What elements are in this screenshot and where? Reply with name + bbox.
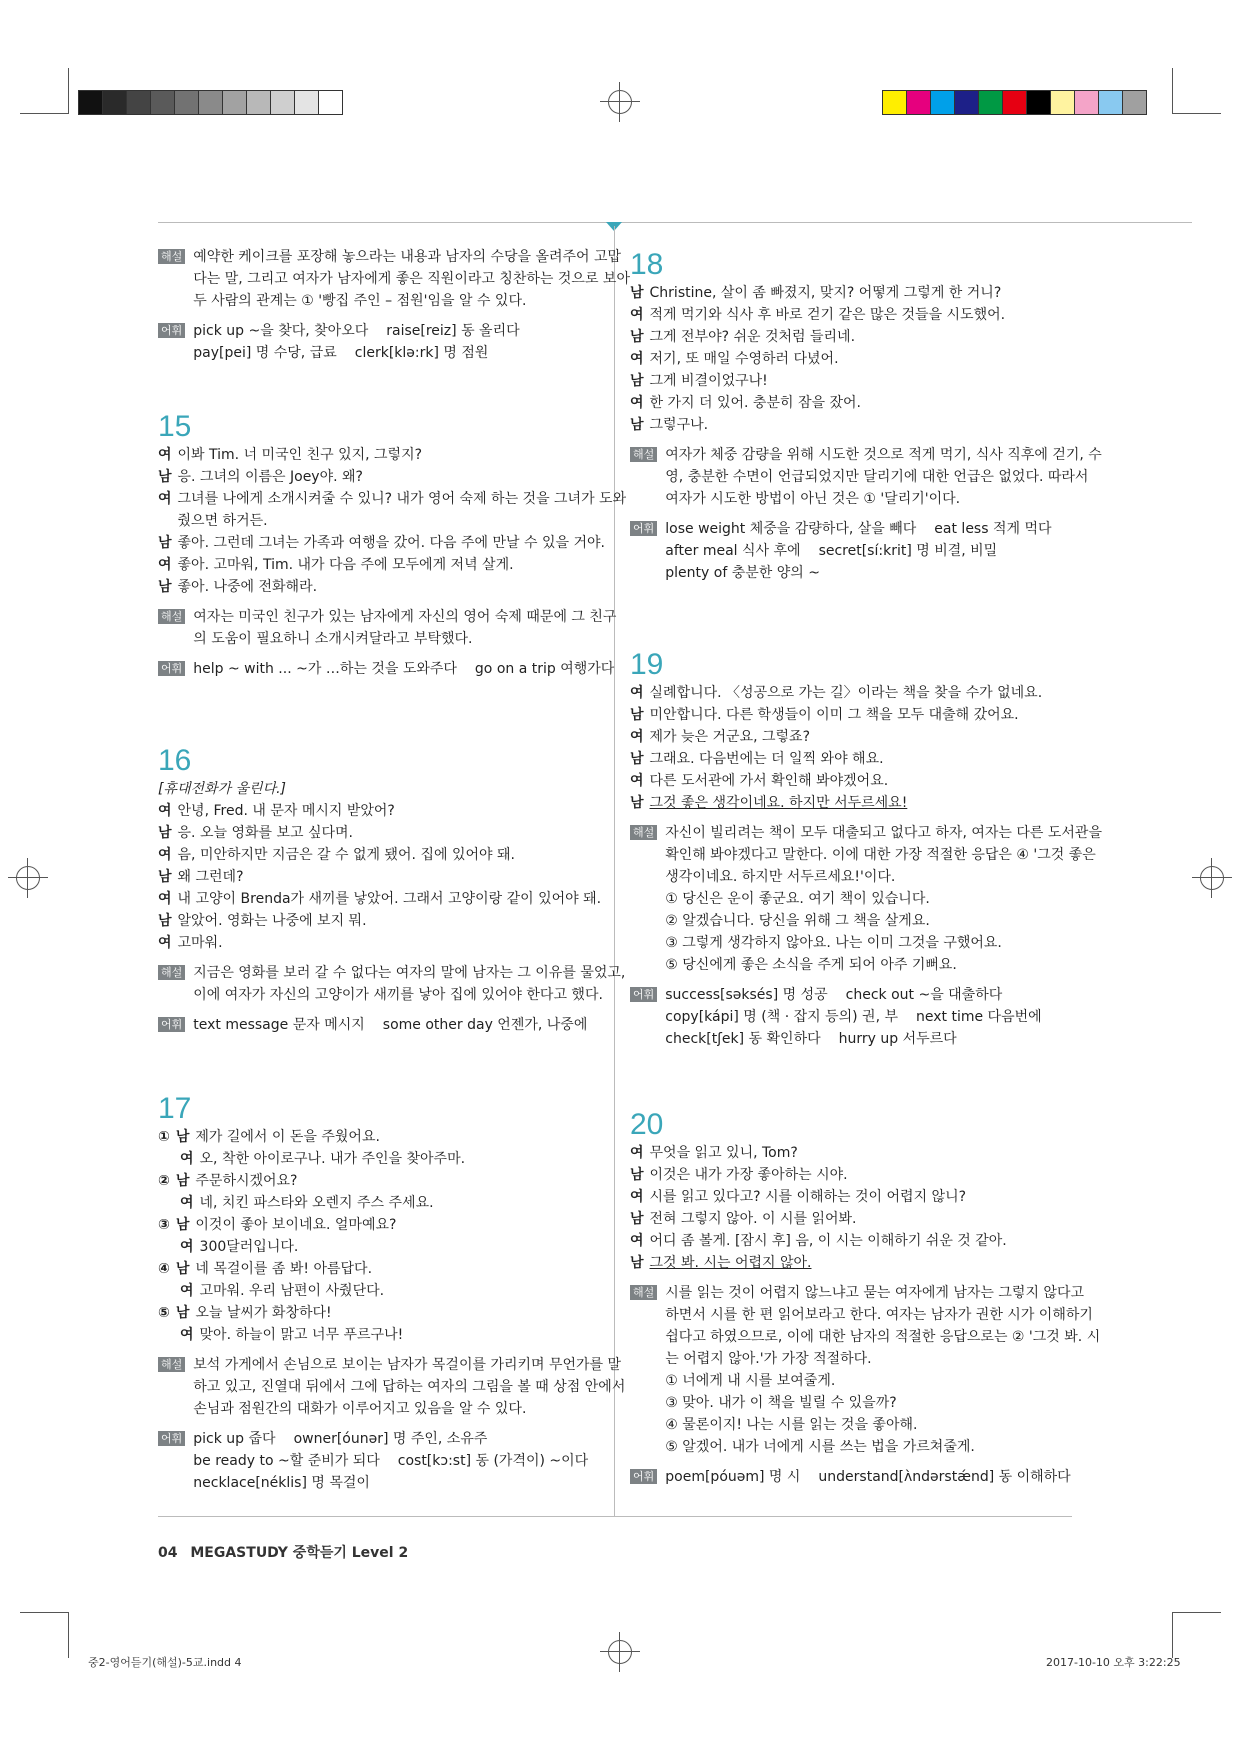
explanation-line: 지금은 영화를 보러 갈 수 없다는 여자의 말에 남자는 그 이유를 물었고, [193, 965, 626, 981]
vocabulary [158, 1014, 608, 1036]
dialogue-text: 고마워. 우리 남편이 사줬단다. [199, 1283, 385, 1299]
vocab-entry: check out ~을 대출하다 [845, 987, 1003, 1003]
color-swatch [223, 91, 247, 114]
explanation-line: 자신이 빌리려는 책이 모두 대출되고 없다고 하자, 여자는 다른 도서관을 [665, 825, 1102, 841]
speaker-label: 여 [158, 491, 172, 507]
color-swatch [1003, 91, 1027, 114]
speaker-label: 남 [158, 579, 172, 595]
vocab-row [193, 1428, 606, 1450]
dialogue-line [630, 1252, 1080, 1274]
option-number: ③ [158, 1217, 170, 1233]
dialogue-line [630, 282, 1080, 304]
dialogue-text: 오늘 날씨가 화창하다! [195, 1305, 332, 1321]
vocabulary [158, 320, 608, 364]
explanation-line: 쉽다고 하였으므로, 이에 대한 남자의 적절한 응답으로는 ② '그것 봐. 시 [665, 1329, 1101, 1345]
dialogue-line [158, 532, 608, 554]
option-translation: ④ 물론이지! 나는 시를 읽는 것을 좋아해. [665, 1417, 918, 1433]
prev-question-notes [158, 246, 630, 364]
dialogue-text: 응. 그녀의 이름은 Joey야. 왜? [177, 469, 363, 485]
explanation-line: 영, 충분한 수면이 언급되었지만 달리기에 대한 언급은 없었다. 따라서 [665, 469, 1089, 485]
speaker-label: 남 [175, 1217, 190, 1233]
option-line-woman [158, 1280, 608, 1302]
explanation-line: 예약한 케이크를 포장해 놓으라는 내용과 남자의 수당을 올려주어 고맙 [193, 249, 622, 265]
explanation-tag: 해설 [630, 825, 657, 840]
speaker-label: 여 [158, 847, 172, 863]
color-swatch [1123, 91, 1146, 114]
option-dialogues [158, 1126, 608, 1346]
dialogue-text: 음, 미안하지만 지금은 갈 수 없게 됐어. 집에 있어야 돼. [177, 847, 515, 863]
speaker-label: 남 [630, 373, 644, 389]
dialogue-text: 그래요. 다음번에는 더 일찍 와야 해요. [649, 751, 884, 767]
dialogue [630, 1142, 1080, 1274]
speaker-label: 여 [158, 935, 172, 951]
process-color-bar [882, 90, 1147, 115]
crop-mark [1173, 113, 1221, 114]
explanation-tag: 해설 [158, 249, 185, 264]
dialogue-text: 내 고양이 Brenda가 새끼를 낳았어. 그래서 고양이랑 같이 있어야 돼. [177, 891, 602, 907]
speaker-label: 남 [175, 1129, 190, 1145]
crop-mark [68, 1612, 69, 1658]
vocab-entry: hurry up 서두르다 [838, 1031, 957, 1047]
vocab-entry: poem[póuəm] 명 시 [665, 1469, 801, 1485]
explanation-line: 하면서 시를 한 편 읽어보라고 한다. 여자는 남자가 권한 시가 이해하기 [665, 1307, 1093, 1323]
dialogue [158, 444, 627, 598]
crop-mark [68, 68, 69, 114]
option-line-man [158, 1302, 608, 1324]
dialogue-text: 이것이 좋아 보이네요. 얼마예요? [195, 1217, 397, 1233]
speaker-label: 여 [630, 1145, 644, 1161]
speaker-label: 여 [630, 395, 644, 411]
dialogue-line [158, 510, 608, 532]
speaker-label: 남 [630, 417, 644, 433]
vocab-tag: 어휘 [158, 1017, 185, 1032]
vocab-entry: secret[sí:krit] 명 비결, 비밀 [818, 543, 998, 559]
vocab-entry: pick up ~을 찾다, 찾아오다 [193, 323, 369, 339]
option-number: ② [158, 1173, 170, 1189]
dialogue-line [158, 910, 608, 932]
question-19 [630, 648, 1102, 1050]
dialogue-line [630, 392, 1080, 414]
dialogue [630, 682, 1080, 814]
color-swatch [247, 91, 271, 114]
dialogue-line [158, 888, 608, 910]
vocab-row [665, 1466, 1088, 1488]
vocab-tag: 어휘 [158, 661, 185, 676]
speaker-label: 여 [630, 307, 644, 323]
dialogue [158, 800, 608, 954]
dialogue-line [158, 822, 608, 844]
option-line-man [158, 1258, 608, 1280]
vocab-entry: owner[óunər] 명 주인, 소유주 [293, 1431, 488, 1447]
speaker-label: 여 [158, 447, 172, 463]
dialogue-line [630, 1142, 1080, 1164]
dialogue-line [630, 414, 1080, 436]
dialogue-text: 그녀를 나에게 소개시켜줄 수 있니? 내가 영어 숙제 하는 것을 그녀가 도와 [177, 491, 627, 507]
question-17 [158, 1092, 626, 1494]
question-number: 17 [158, 1092, 192, 1125]
speaker-label: 남 [158, 913, 172, 929]
explanation-line: 여자는 미국인 친구가 있는 남자에게 자신의 영어 숙제 때문에 그 친구 [193, 609, 617, 625]
bottom-rule [158, 1516, 1072, 1517]
dialogue-line [630, 1230, 1080, 1252]
vocab-row [665, 540, 1069, 562]
option-translation: ① 너에게 내 시를 보여줄게. [665, 1373, 836, 1389]
color-swatch [319, 91, 342, 114]
vocab-row [193, 342, 537, 364]
vocabulary [158, 1428, 608, 1494]
speaker-label: 여 [630, 773, 644, 789]
option-translation: ① 당신은 운이 좋군요. 여기 책이 있습니다. [665, 891, 930, 907]
dialogue-text: 주문하시겠어요? [195, 1173, 298, 1189]
vocab-entry: pay[pei] 명 수당, 급료 [193, 345, 337, 361]
vocabulary [158, 658, 615, 680]
vocab-entry: lose weight 체중을 감량하다, 살을 빼다 [665, 521, 917, 537]
explanation [158, 962, 626, 1006]
dialogue-text: 한 가지 더 있어. 충분히 잠을 잤어. [649, 395, 861, 411]
wrong-options [665, 888, 1102, 976]
speaker-label: 여 [630, 351, 644, 367]
vocab-entry: be ready to ~할 준비가 되다 [193, 1453, 380, 1469]
color-swatch [295, 91, 319, 114]
crop-mark [20, 1612, 68, 1613]
dialogue-line [630, 792, 1080, 814]
explanation [630, 1282, 1101, 1458]
vocab-entry: understand[ʌ̀ndərstǽnd] 동 이해하다 [818, 1469, 1071, 1485]
dialogue-line [158, 932, 608, 954]
color-swatch [127, 91, 151, 114]
gray-color-bar [78, 90, 343, 115]
question-number: 19 [630, 648, 664, 681]
slug-filename: 중2-영어듣기(해설)-5교.indd 4 [88, 1656, 242, 1669]
dialogue-text: 이봐 Tim. 너 미국인 친구 있지, 그렇지? [177, 447, 423, 463]
speaker-label: 남 [630, 1211, 644, 1227]
slug-timestamp: 2017-10-10 오후 3:22:25 [1046, 1656, 1181, 1669]
dialogue-text: 적게 먹기와 식사 후 바로 걷기 같은 많은 것들을 시도했어. [649, 307, 1006, 323]
explanation-line: 손님과 점원간의 대화가 이루어지고 있음을 알 수 있다. [193, 1401, 527, 1417]
color-swatch [103, 91, 127, 114]
dialogue-text: 좋아. 나중에 전화해라. [177, 579, 318, 595]
dialogue-line [630, 1208, 1080, 1230]
vocab-entry: help ~ with ... ~가 …하는 것을 도와주다 [193, 661, 457, 677]
explanation [630, 822, 1102, 976]
dialogue-line [630, 1164, 1080, 1186]
dialogue-text: 네, 치킨 파스타와 오렌지 주스 주세요. [199, 1195, 434, 1211]
explanation [158, 246, 630, 312]
vocab-row [665, 518, 1069, 540]
vocabulary [630, 518, 1080, 584]
registration-mark [600, 1632, 640, 1672]
dialogue-text: Christine, 살이 좀 빠졌지, 맞지? 어떻게 그렇게 한 거니? [649, 285, 1002, 301]
option-line-woman [158, 1192, 608, 1214]
dialogue-line [630, 1186, 1080, 1208]
question-15 [158, 410, 627, 680]
vocab-tag: 어휘 [158, 323, 185, 338]
vocab-entry: next time 다음번에 [916, 1009, 1042, 1025]
explanation-tag: 해설 [630, 1285, 657, 1300]
question-number: 18 [630, 248, 664, 281]
vocabulary [630, 1466, 1080, 1488]
dialogue-text: 좋아. 고마워, Tim. 내가 다음 주에 모두에게 저녁 살게. [177, 557, 514, 573]
dialogue-line [158, 866, 608, 888]
question-18 [630, 248, 1102, 584]
vocab-entry: necklace[néklis] 명 목걸이 [193, 1475, 370, 1491]
vocab-tag: 어휘 [158, 1431, 185, 1446]
speaker-label: 남 [175, 1261, 190, 1277]
vocab-tag: 어휘 [630, 521, 657, 536]
crop-mark [20, 113, 68, 114]
option-translation: ⑤ 알겠어. 내가 너에게 시를 쓰는 법을 가르쳐줄게. [665, 1439, 975, 1455]
dialogue-line [630, 370, 1080, 392]
explanation [158, 1354, 626, 1420]
vocab-row [665, 984, 1059, 1006]
explanation-line: 보석 가게에서 손님으로 보이는 남자가 목걸이를 가리키며 무언가를 말 [193, 1357, 622, 1373]
color-swatch [1075, 91, 1099, 114]
dialogue-text: 제가 길에서 이 돈을 주웠어요. [195, 1129, 380, 1145]
color-swatch [271, 91, 295, 114]
dialogue-line [158, 466, 608, 488]
vocab-tag: 어휘 [630, 1469, 657, 1484]
dialogue-line [630, 770, 1080, 792]
question-20 [630, 1108, 1101, 1488]
option-line-woman [158, 1148, 608, 1170]
speaker-label: 여 [158, 891, 172, 907]
dialogue-text: 맞아. 하늘이 맑고 너무 푸르구나! [199, 1327, 404, 1343]
dialogue-text: 그것 봐. 시는 어렵지 않아. [649, 1255, 812, 1271]
explanation-line: 이에 여자가 자신의 고양이가 새끼를 낳아 집에 있어야 한다고 했다. [193, 987, 603, 1003]
vocab-tag: 어휘 [630, 987, 657, 1002]
explanation-line: 다는 말, 그리고 여자가 남자에게 좋은 직원이라고 칭찬하는 것으로 보아 [193, 271, 630, 287]
dialogue-text: 그렇구나. [649, 417, 709, 433]
explanation-line: 는 어렵지 않아.'가 가장 적절하다. [665, 1351, 872, 1367]
wrong-options [665, 1370, 1100, 1458]
vocab-entry: cost[kɔ:st] 동 (가격이) ~이다 [397, 1453, 589, 1469]
vocab-entry: check[tʃek] 동 확인하다 [665, 1031, 821, 1047]
vocab-entry: copy[kápi] 명 (책 · 잡지 등의) 권, 부 [665, 1009, 899, 1025]
speaker-label: 남 [175, 1305, 190, 1321]
option-line-man [158, 1214, 608, 1236]
vocab-entry: some other day 언젠가, 나중에 [382, 1017, 588, 1033]
dialogue-text: 네 목걸이를 좀 봐! 아름답다. [195, 1261, 373, 1277]
registration-mark [600, 82, 640, 122]
color-swatch [175, 91, 199, 114]
dialogue-line [630, 748, 1080, 770]
color-swatch [151, 91, 175, 114]
vocab-row [665, 562, 1069, 584]
dialogue-text: 제가 늦은 거군요, 그렇죠? [649, 729, 811, 745]
dialogue-line [158, 554, 608, 576]
crop-mark [1173, 1612, 1221, 1613]
speaker-label: 남 [158, 469, 172, 485]
vocab-entry: plenty of 충분한 양의 ~ [665, 565, 820, 581]
speaker-label: 여 [630, 1233, 644, 1249]
speaker-label: 남 [630, 1167, 644, 1183]
dialogue-text: 오, 착한 아이로구나. 내가 주인을 찾아주마. [199, 1151, 466, 1167]
option-translation: ③ 맞아. 내가 이 책을 빌릴 수 있을까? [665, 1395, 897, 1411]
dialogue-text: 줬으면 하거든. [177, 513, 268, 529]
speaker-label: 남 [630, 795, 644, 811]
vocab-row [665, 1028, 1059, 1050]
speaker-label: 남 [158, 869, 172, 885]
option-translation: ⑤ 당신에게 좋은 소식을 주게 되어 아주 기뻐요. [665, 957, 957, 973]
question-16 [158, 744, 626, 1036]
explanation-tag: 해설 [158, 965, 185, 980]
dialogue-text: 응. 오늘 영화를 보고 싶다며. [177, 825, 353, 841]
explanation-tag: 해설 [158, 609, 185, 624]
explanation-line: 여자가 시도한 방법이 아닌 것은 ① '달리기'이다. [665, 491, 961, 507]
speaker-label: 여 [158, 557, 172, 573]
option-number: ④ [158, 1261, 170, 1277]
page-number: 04 [158, 1545, 178, 1561]
vocab-row [193, 1450, 606, 1472]
dialogue-text: 전혀 그렇지 않아. 이 시를 읽어봐. [649, 1211, 857, 1227]
option-line-man [158, 1126, 608, 1148]
question-number: 16 [158, 744, 192, 777]
explanation-line: 두 사람의 관계는 ① '빵집 주인 – 점원'임을 알 수 있다. [193, 293, 527, 309]
speaker-label: 여 [630, 729, 644, 745]
dialogue-line [630, 726, 1080, 748]
dialogue-text: 실례합니다. 〈성공으로 가는 길〉이라는 책을 찾을 수가 없네요. [649, 685, 1043, 701]
speaker-label: 여 [630, 685, 644, 701]
color-swatch [1051, 91, 1075, 114]
option-translation: ② 알겠습니다. 당신을 위해 그 책을 살게요. [665, 913, 930, 929]
dialogue-line [158, 800, 608, 822]
vocabulary [630, 984, 1080, 1050]
dialogue-text: 그게 비결이었구나! [649, 373, 768, 389]
dialogue-text: 다른 도서관에 가서 확인해 봐야겠어요. [649, 773, 889, 789]
dialogue-line [630, 682, 1080, 704]
dialogue-line [630, 304, 1080, 326]
vocab-row [193, 1472, 606, 1494]
registration-mark [8, 858, 48, 898]
dialogue-text: 좋아. 그런데 그녀는 가족과 여행을 갔어. 다음 주에 만날 수 있을 거야. [177, 535, 605, 551]
question-number: 20 [630, 1108, 664, 1141]
dialogue-line [158, 576, 608, 598]
page-footer [158, 1542, 408, 1562]
speaker-label: 여 [180, 1327, 194, 1343]
explanation-line: 하고 있고, 진열대 뒤에서 그에 답하는 여자의 그림을 볼 때 상점 안에서 [193, 1379, 626, 1395]
option-translation: ③ 그렇게 생각하지 않아요. 나는 이미 그것을 구했어요. [665, 935, 1002, 951]
vocab-entry: eat less 적게 먹다 [934, 521, 1052, 537]
dialogue-text: 안녕, Fred. 내 문자 메시지 받았어? [177, 803, 395, 819]
question-number: 15 [158, 410, 192, 443]
speaker-label: 여 [630, 1189, 644, 1205]
speaker-label: 남 [630, 707, 644, 723]
dialogue-text: 300달러입니다. [199, 1239, 299, 1255]
speaker-label: 남 [158, 825, 172, 841]
registration-mark [1192, 858, 1232, 898]
color-swatch [931, 91, 955, 114]
vocab-row [193, 320, 537, 342]
dialogue-text: 알았어. 영화는 나중에 보지 뭐. [177, 913, 367, 929]
dialogue [630, 282, 1080, 436]
speaker-label: 남 [158, 535, 172, 551]
vocab-entry: text message 문자 메시지 [193, 1017, 365, 1033]
color-swatch [955, 91, 979, 114]
dialogue-line [158, 444, 608, 466]
option-line-woman [158, 1236, 608, 1258]
speaker-label: 여 [180, 1151, 194, 1167]
speaker-label: 남 [175, 1173, 190, 1189]
explanation-line: 생각이네요. 하지만 서두르세요!'이다. [665, 869, 896, 885]
crop-mark [1172, 68, 1173, 114]
dialogue-text: 그게 전부야? 쉬운 것처럼 들리네. [649, 329, 856, 345]
dialogue-text: 왜 그런데? [177, 869, 244, 885]
color-swatch [1027, 91, 1051, 114]
explanation-tag: 해설 [158, 1357, 185, 1372]
option-number: ⑤ [158, 1305, 170, 1321]
explanation-line: 시를 읽는 것이 어렵지 않느냐고 묻는 여자에게 남자는 그렇지 않다고 [665, 1285, 1084, 1301]
explanation-tag: 해설 [630, 447, 657, 462]
speaker-label: 여 [180, 1239, 194, 1255]
vocab-entry: go on a trip 여행가다 [474, 661, 615, 677]
speaker-label: 남 [630, 751, 644, 767]
dialogue-text: 그것 좋은 생각이네요. 하지만 서두르세요! [649, 795, 908, 811]
vocab-entry: after meal 식사 후에 [665, 543, 801, 559]
speaker-label: 남 [630, 329, 644, 345]
vocab-entry: success[səksés] 명 성공 [665, 987, 828, 1003]
explanation-line: 의 도움이 필요하니 소개시켜달라고 부탁했다. [193, 631, 473, 647]
color-swatch [199, 91, 223, 114]
dialogue-text: 어디 좀 볼게. [잠시 후] 음, 이 시는 이해하기 쉬운 것 같아. [649, 1233, 1007, 1249]
dialogue-line [630, 326, 1080, 348]
color-swatch [1099, 91, 1123, 114]
vocab-row [193, 658, 632, 680]
dialogue-line [630, 704, 1080, 726]
explanation-line: 확인해 봐야겠다고 말한다. 이에 대한 가장 적절한 응답은 ④ '그것 좋은 [665, 847, 1096, 863]
crop-mark [1172, 1612, 1173, 1658]
dialogue-text: 고마워. [177, 935, 223, 951]
option-line-woman [158, 1324, 608, 1346]
vocab-row [665, 1006, 1059, 1028]
speaker-label: 여 [180, 1283, 194, 1299]
speaker-label: 여 [158, 803, 172, 819]
dialogue-text: 저기, 또 매일 수영하러 다녔어. [649, 351, 839, 367]
color-swatch [979, 91, 1003, 114]
color-swatch [79, 91, 103, 114]
book-title: MEGASTUDY 중학듣기 Level 2 [190, 1545, 409, 1561]
stage-direction: [휴대전화가 울린다.] [158, 781, 287, 797]
dialogue-line [158, 844, 608, 866]
speaker-label: 여 [180, 1195, 194, 1211]
explanation [158, 606, 617, 650]
top-rule [158, 222, 1192, 223]
option-number: ① [158, 1129, 170, 1145]
vocab-entry: pick up 줍다 [193, 1431, 276, 1447]
dialogue-text: 미안합니다. 다른 학생들이 이미 그 책을 모두 대출해 갔어요. [649, 707, 1019, 723]
speaker-label: 남 [630, 1255, 644, 1271]
option-line-man [158, 1170, 608, 1192]
color-swatch [907, 91, 931, 114]
dialogue-line [158, 488, 627, 510]
explanation-line: 여자가 체중 감량을 위해 시도한 것으로 적게 먹기, 식사 직후에 걷기, 수 [665, 447, 1102, 463]
color-swatch [883, 91, 907, 114]
dialogue-text: 무엇을 읽고 있니, Tom? [649, 1145, 798, 1161]
speaker-label: 남 [630, 285, 644, 301]
explanation [630, 444, 1102, 510]
dialogue-text: 이것은 내가 가장 좋아하는 시야. [649, 1167, 848, 1183]
dialogue-text: 시를 읽고 있다고? 시를 이해하는 것이 어렵지 않니? [649, 1189, 967, 1205]
vocab-entry: raise[reiz] 동 올리다 [386, 323, 520, 339]
vocab-entry: clerk[klə:rk] 명 점원 [354, 345, 489, 361]
dialogue-line [630, 348, 1080, 370]
column-divider [614, 226, 615, 1516]
vocab-row [193, 1014, 605, 1036]
